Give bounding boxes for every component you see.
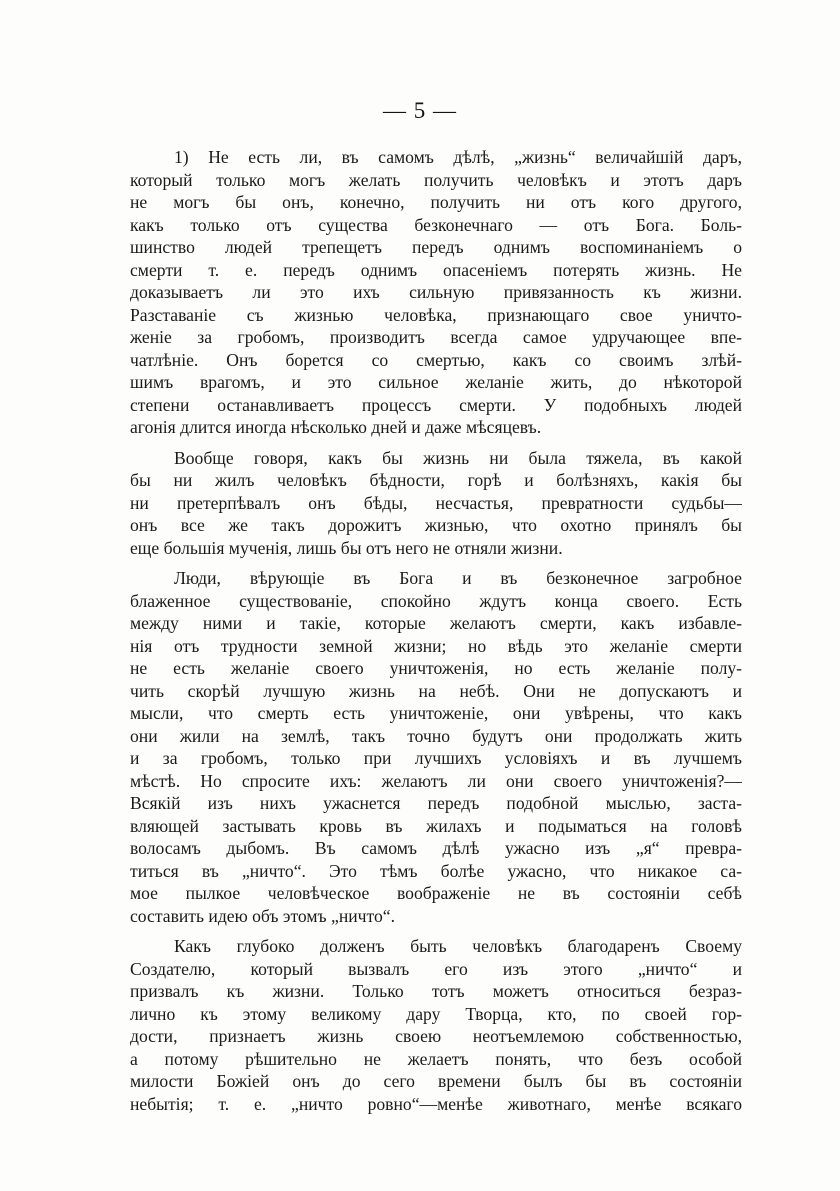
text-line: онъ все же такъ дорожитъ жизнью, что охотно принялъ бы (130, 515, 742, 535)
text-line: Разставаніе съ жизнью человѣка, признающаго свое уничто- (130, 304, 742, 325)
text-line: волосамъ дыбомъ. Въ самомъ дѣлѣ ужасно изъ „я“ превра- (130, 838, 742, 858)
text-line: призвалъ къ жизни. Только тотъ можетъ относиться безраз- (130, 981, 742, 1001)
text-line: доказываетъ ли это ихъ сильную привязанность къ жизни. (130, 282, 742, 302)
text-line: мысли, что смерть есть уничтоженіе, они увѣрены, что какъ (130, 703, 742, 723)
text-line: а потому рѣшительно не желаетъ понять, что безъ особой (130, 1048, 742, 1069)
text-line: мое пылкое человѣческое воображеніе не въ состояніи себѣ (130, 883, 742, 903)
paragraph (130, 567, 742, 927)
text-line: Какъ глубоко долженъ быть человѣкъ благодаренъ Своему (174, 936, 742, 956)
text-line: милости Божіей онъ до сего времени былъ бы въ состояніи (130, 1071, 742, 1091)
text-line: смерти т. е. передъ однимъ опасеніемъ потерять жизнь. Не (130, 259, 742, 280)
paragraph (130, 146, 742, 439)
text-line: дости, признаетъ жизнь своею неотъемлемою собственностью, (130, 1026, 742, 1046)
text-line: блаженное существованіе, спокойно ждутъ конца своего. Есть (130, 590, 742, 611)
text-line: шимъ врагомъ, и это сильное желаніе жить, до нѣкоторой (130, 372, 742, 392)
page-number: — 5 — (383, 98, 457, 123)
text-line: чить скорѣй лучшую жизнь на небѣ. Они не допускаютъ и (130, 680, 742, 701)
body-text (130, 146, 742, 1123)
text-line: Создателю, который вызвалъ его изъ этого „ничто“ и (130, 958, 742, 979)
text-line: бы ни жилъ человѣкъ бѣдности, горѣ и болѣзняхъ, какія бы (130, 470, 742, 490)
paragraph (130, 935, 742, 1115)
text-line: не есть желаніе своего уничтоженія, но есть желаніе полу- (130, 658, 742, 678)
text-line: шинство людей трепещетъ передъ однимъ воспоминаніемъ о (130, 237, 742, 257)
paragraph (130, 447, 742, 560)
text-line: мѣстѣ. Но спросите ихъ: желаютъ ли они своего уничтоженія?— (130, 770, 742, 791)
text-line: 1) Не есть ли, въ самомъ дѣлѣ, „жизнь“ величайшій даръ, (174, 147, 742, 167)
text-line: титься въ „ничто“. Это тѣмъ болѣе ужасно, что никакое са- (130, 860, 742, 881)
text-line: нія отъ трудности земной жизни; но вѣдь это желаніе смерти (130, 635, 742, 656)
text-line: агонія длится иногда нѣсколько дней и даже мѣсяцевъ. (130, 417, 542, 437)
text-line: между ними и такіе, которые желаютъ смерти, какъ избавле- (130, 613, 742, 633)
text-line: Вообще говоря, какъ бы жизнь ни была тяжела, въ какой (174, 447, 742, 468)
text-line: и за гробомъ, только при лучшихъ условіяхъ и въ лучшемъ (130, 748, 742, 768)
text-line: вляющей застывать кровь въ жилахъ и подыматься на головѣ (130, 815, 742, 836)
text-line: не могъ бы онъ, конечно, получить ни отъ кого другого, (130, 192, 742, 212)
text-line: небытія; т. е. „ничто ровно“—менѣе животнаго, менѣе всякаго (130, 1093, 742, 1114)
text-line: степени останавливаетъ процессъ смерти. У подобныхъ людей (130, 394, 742, 415)
text-line: ни претерпѣвалъ онъ бѣды, несчастья, превратности судьбы— (130, 492, 742, 513)
text-line: какъ только отъ существа безконечнаго — отъ Бога. Боль- (130, 214, 742, 235)
text-line: лично къ этому великому дару Творца, кто, по своей гор- (130, 1003, 742, 1024)
text-line: составить идею объ этомъ „ничто“. (130, 905, 395, 926)
text-line: они жили на землѣ, такъ точно будутъ они продолжать жить (130, 725, 742, 746)
text-line: чатлѣніе. Онъ борется со смертью, какъ со своимъ злѣй- (130, 349, 742, 370)
text-line: Люди, вѣрующіе въ Бога и въ безконечное загробное (174, 568, 742, 588)
text-line: Всякій изъ нихъ ужаснется передъ подобной мыслью, заста- (130, 793, 742, 813)
text-line: женіе за гробомъ, производитъ всегда самое удручающее впе- (130, 327, 742, 347)
text-line: который только могъ желать получить человѣкъ и этотъ даръ (130, 169, 742, 190)
text-line: еще большія мученія, лишь бы отъ него не отняли жизни. (130, 537, 563, 558)
